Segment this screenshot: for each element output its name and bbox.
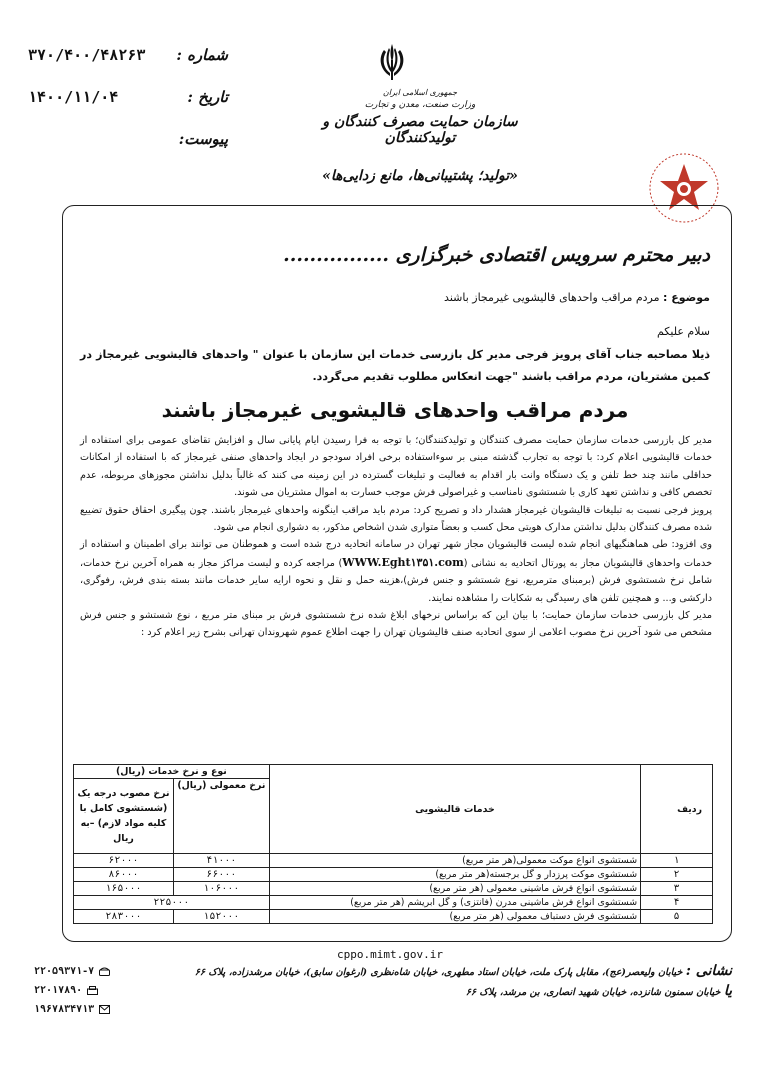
postcode-number: ۱۹۶۷۸۳۴۷۱۳ [34,1004,95,1015]
website-url[interactable]: cppo.mimt.gov.ir [337,948,443,961]
row-merged-price: ۲۲۵۰۰۰ [74,896,270,910]
intro-paragraph: ذیلا مصاحبه جناب آقای پرویز فرجی مدیر کل بازرسی خدمات این سازمان با عنوان " واحدهای قالیشویی غیرمجاز در کمین مشتریان، مردم مراقب باشند "جهت انعکاس مطلوب تقدیم می‌گردد. [80,348,710,383]
addressee: دبیر محترم سرویس اقتصادی خبرگزاری ................ [283,244,710,266]
letter-meta [28,34,228,160]
number-value: ۳۷۰/۴۰۰/۴۸۲۶۳ [28,46,146,64]
greeting: سلام علیکم [656,325,710,338]
row-number: ۵ [641,910,713,924]
table-row [74,882,713,896]
row-number: ۲ [641,868,713,882]
subject-label: موضوع : [663,291,710,304]
col-row-header: ردیف [641,765,713,854]
union-website-link[interactable]: WWW.Eght۱۳۵۱.com [342,555,464,569]
subject-text: مردم مراقب واحدهای قالیشویی غیرمجاز باشند [444,291,660,304]
row-approved-price: ۲۸۳۰۰۰ [74,910,174,924]
row-approved-price: ۱۶۵۰۰۰ [74,882,174,896]
address-line-1 [150,962,732,982]
paragraph-1: مدیر کل بازرسی خدمات سازمان حمایت مصرف کنندگان و تولیدکنندگان؛ با توجه به فرا رسیدن ایام پایانی سال و افزایش تقاضای عمومی برای استفاده از خدمات قالیشویی اعلام کرد: با توجه به تجارب گذشته مبنی بر سوءاستفاده برخی افراد سودجو در ایجاد واحدهای صنفی غیرمجاز که با استفاده از امکانات حداقلی مانند چند خط تلفن و یک دستگاه وانت بار اقدام به فعالیت و تبلیغات گسترده در این زمینه می کنند که غالباً بدلیل نداشتن مجوزهای مربوطه، عدم تخصص کافی و نداشتن تعهد کاری با شستشوی نامناسب و غیراصولی فرش موجب خسارت به اموال مشتریان می شوند. [80,435,712,499]
row-number: ۴ [641,896,713,910]
tel-line [34,962,154,981]
mail-envelope-icon [99,1005,110,1014]
paragraph-2: پرویز فرجی نسبت به تبلیغات قالیشویان غیرمجاز هشدار داد و تصریح کرد: مردم باید مراقب اینگونه واحدهای غیرمجاز باشند. چون پیگیری احقاق حقوق تضییع شده مصرف کنندگان بدلیل نداشتن مدارک هویتی محل کسب و بعضاً متواری شدن اشخاص مذکور، به دشواری انجام می شود. [80,504,712,534]
address-1: خیابان ولیعصر(عج)، مقابل پارک ملت، خیابان استاد مطهری، خیابان شاه‌نظری (ارغوان سابق)، خیابان مرشدزاده، پلاک ۶۶ [194,967,683,978]
iran-emblem-icon [370,40,414,84]
phone-icon [99,967,110,976]
row-approved-price: ۸۶۰۰۰ [74,868,174,882]
slogan: «تولید؛ پشتیبانی‌ها، مانع زدایی‌ها» [322,168,518,184]
row-service: شستشوی فرش دستباف معمولی (هر متر مربع) [269,910,640,924]
paragraph-3-end: ) مراجعه کرده و لیست مراکز مجاز به همراه آخرین نرخ خدمات، شامل نرخ شستشوی فرش (برمبنای مترمربع، نوع شستشو و جنس فرش)،هزینه حمل و نقل و نحوه ارایه سایر خدمات مانند بسته بندی فرش، رفوگری، دارکشی و... و همچنین تلفن های رسیدگی به شکایات را مشاهده نمایند. [80,557,712,604]
contact-numbers [34,962,154,1019]
row-normal-price: ۱۰۶۰۰۰ [173,882,269,896]
fax-number: ۲۲۰۱۷۸۹۰ [34,985,83,996]
organization-name: سازمان حمایت مصرف کنندگان و تولیدکنندگان [322,114,518,146]
table-row [74,910,713,924]
subject-line [80,291,710,304]
date-row [28,76,228,118]
row-normal-price: ۶۶۰۰۰ [173,868,269,882]
attachment-label: پیوست: [178,130,228,148]
number-label: شماره : [176,46,228,64]
fax-icon [87,986,98,995]
postcode-line [34,1000,154,1019]
row-service: شستشوی انواع فرش ماشینی معمولی (هر متر مربع) [269,882,640,896]
row-service: شستشوی انواع موکت معمولی(هر متر مربع) [269,854,640,868]
row-number: ۳ [641,882,713,896]
paragraph-3-start: وی افزود: طی هماهنگیهای انجام شده لیست قالیشویان مجاز شهر تهران در سامانه اتحادیه درج شده است و هموطنان می توانند برای اطمینان و استفاده از خدمات واحدهای قالیشویان مجاز به پورتال اتحادیه به نشانی ( [80,539,713,569]
col-group-header: نوع و نرخ خدمات (ریال) [74,765,270,779]
col-approved-header: نرخ مصوب درجه یک (شستشوی کامل با کلیه مواد لازم) –به ریال [74,779,174,854]
table-row [74,868,713,882]
number-row [28,34,228,76]
col-service-header: خدمات قالیشویی [269,765,640,854]
attachment-row [28,118,228,160]
address-line-2 [150,982,732,1002]
row-approved-price: ۶۲۰۰۰ [74,854,174,868]
row-number: ۱ [641,854,713,868]
headline: مردم مراقب واحدهای قالیشویی غیرمجاز باشند [161,398,629,422]
letter-body [80,432,712,642]
date-label: تاریخ : [187,88,228,106]
paragraph-4: مدیر کل بازرسی خدمات سازمان حمایت؛ با بیان این که براساس نرخهای ابلاغ شده نرخ شستشوی فرش بر مبنای متر مربع ، نوع شستشو و جنس فرش مشخص می شود آخرین نرخ مصوب اعلامی از سوی اتحادیه صنف قالیشویان تهران را جهت اطلاع عموم شهروندان تهرانی بشرح زیر اعلام کرد : [80,610,712,639]
organization-block [290,88,550,146]
row-normal-price: ۴۱۰۰۰ [173,854,269,868]
address-block [150,962,732,1002]
price-table [73,764,713,924]
date-value: ۱۴۰۰/۱۱/۰۴ [28,88,119,106]
address-label-or: یا [723,983,732,999]
row-service: شستشوی انواع فرش ماشینی مدرن (فانتزی) و گل ابریشم (هر متر مربع) [269,896,640,910]
fax-line [34,981,154,1000]
row-normal-price: ۱۵۲۰۰۰ [173,910,269,924]
table-header-row [74,765,713,779]
republic-text: جمهوری اسلامی ایران [382,88,458,97]
col-normal-header: نرخ معمولی (ریال) [173,779,269,854]
tel-number: ۲۲۰۵۹۳۷۱-۷ [34,966,95,977]
table-row [74,854,713,868]
paragraph-3 [80,536,712,607]
ministry-text: وزارت صنعت، معدن و تجارت [364,100,476,110]
table-row [74,896,713,910]
address-label: نشانی : [685,963,732,979]
row-service: شستشوی موکت پرزدار و گل برجسته(هر متر مربع) [269,868,640,882]
address-2: خیابان سمنون شانزده، خیابان شهید انصاری، بن مرشد، پلاک ۶۶ [465,987,721,998]
